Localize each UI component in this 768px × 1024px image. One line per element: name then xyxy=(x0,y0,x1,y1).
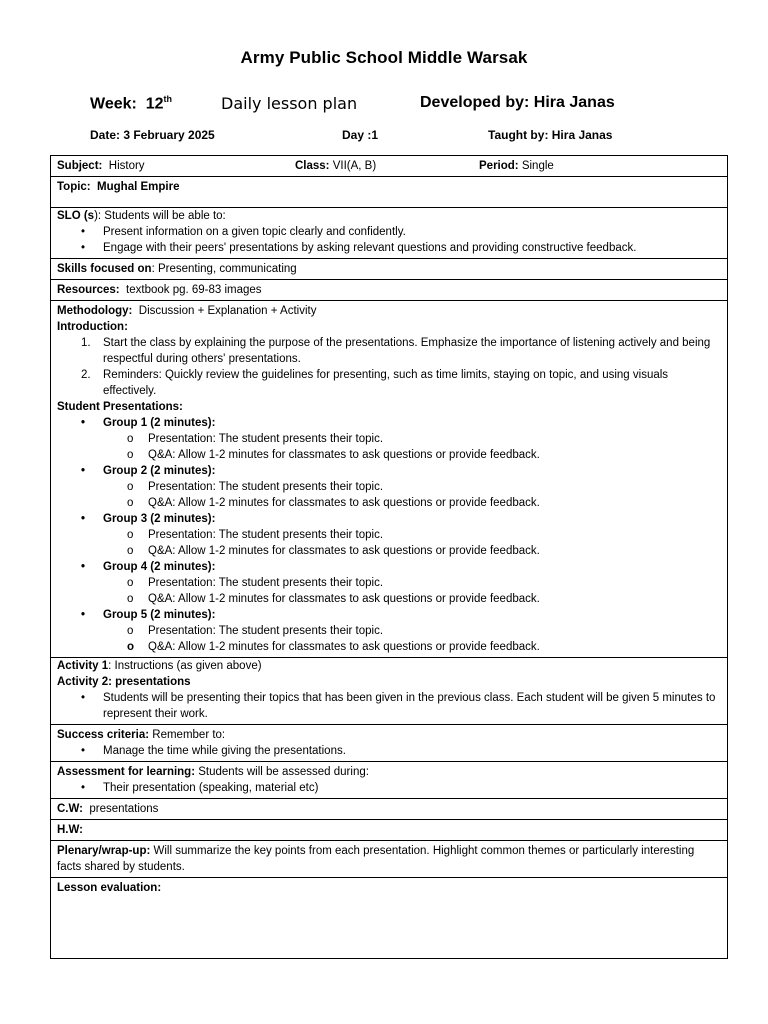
period-value: Single xyxy=(521,160,554,172)
sub-bullet: o xyxy=(127,577,134,589)
methodology-row xyxy=(51,301,727,658)
group-sub-item xyxy=(57,447,721,463)
assessment-value: Students will be assessed during: xyxy=(198,766,369,778)
success-row xyxy=(51,725,727,762)
list-item: • Present information on a given topic clearly and confidently. xyxy=(57,224,721,240)
sub-item-text: Q&A: Allow 1-2 minutes for classmates to ask questions or provide feedback. xyxy=(148,593,540,605)
sub-bullet: o xyxy=(127,545,134,557)
group-sub-item xyxy=(57,495,721,511)
success-list xyxy=(57,743,721,759)
sub-bullet: o xyxy=(127,497,134,509)
plan-header xyxy=(90,92,730,118)
group-title: • Group 1 (2 minutes): xyxy=(57,415,721,431)
success-label: Success criteria: xyxy=(57,729,150,741)
list-item: • Their presentation (speaking, material etc) xyxy=(57,780,721,796)
hw-label: H.W: xyxy=(57,824,83,836)
developed-by: Developed by: Hira Janas xyxy=(420,94,615,111)
item-number: 2. xyxy=(81,369,91,381)
list-item xyxy=(57,367,721,399)
skills-value: : Presenting, communicating xyxy=(151,263,297,275)
item-text: effectively. xyxy=(103,385,157,397)
week-suffix: th xyxy=(163,94,173,104)
item-text: respectful during others' presentations. xyxy=(103,353,301,365)
lesson-day: Day :1 xyxy=(342,128,379,142)
plenary-label: Plenary/wrap-up: xyxy=(57,845,151,857)
methodology-label: Methodology: xyxy=(57,305,133,317)
item-text: Reminders: Quickly review the guidelines for presenting, such as time limits, staying on topic, and using visuals xyxy=(103,369,669,381)
group-title: • Group 4 (2 minutes): xyxy=(57,559,721,575)
period-label: Period: xyxy=(479,160,519,172)
week-label: Week: xyxy=(90,95,137,113)
cw-row xyxy=(51,799,727,820)
skills-label: Skills focused on xyxy=(57,263,152,275)
resources-value: textbook pg. 69-83 images xyxy=(126,284,262,296)
sub-bullet: o xyxy=(127,593,134,605)
sub-bullet: o xyxy=(127,529,134,541)
sub-bullet: o xyxy=(127,641,135,653)
slo-row xyxy=(51,208,727,259)
topic-label: Topic: xyxy=(57,181,91,193)
sub-bullet: o xyxy=(127,481,134,493)
resources-row xyxy=(51,280,727,301)
assessment-row xyxy=(51,762,727,799)
lesson-date: Date: 3 February 2025 xyxy=(90,128,215,142)
sub-item-text: Presentation: The student presents their topic. xyxy=(148,577,384,589)
sub-item-text: Presentation: The student presents their topic. xyxy=(148,433,384,445)
group-sub-item xyxy=(57,591,721,607)
group-sub-item xyxy=(57,575,721,591)
item-text: Start the class by explaining the purpose of the presentations. Emphasize the importance of listening actively and being xyxy=(103,337,711,349)
plan-type: Daily lesson plan xyxy=(221,94,358,113)
class-label: Class: xyxy=(295,160,330,172)
list-item xyxy=(57,690,721,722)
presentations-label: Student Presentations: xyxy=(57,401,183,413)
item-text: represent their work. xyxy=(103,708,208,720)
evaluation-row xyxy=(51,878,727,958)
list-item: • Engage with their peers' presentations by asking relevant questions and providing constructive feedback. xyxy=(57,240,721,256)
intro-list xyxy=(57,335,721,399)
week-number: 12 xyxy=(145,95,164,113)
list-item xyxy=(57,335,721,367)
sub-item-text: Presentation: The student presents their topic. xyxy=(148,625,384,637)
assessment-list xyxy=(57,780,721,796)
success-value: Remember to: xyxy=(152,729,226,741)
topic-value: Mughal Empire xyxy=(97,181,180,193)
lesson-table xyxy=(50,155,728,959)
sub-bullet: o xyxy=(127,625,134,637)
sub-item-text: Q&A: Allow 1-2 minutes for classmates to ask questions or provide feedback. xyxy=(148,449,540,461)
slo-list xyxy=(57,224,721,256)
skills-row xyxy=(51,259,727,280)
resources-label: Resources: xyxy=(57,284,120,296)
group-sub-item xyxy=(57,479,721,495)
item-number: 1. xyxy=(81,337,91,349)
sub-item-text: Q&A: Allow 1-2 minutes for classmates to ask questions or provide feedback. xyxy=(148,641,540,653)
slo-intro: ): Students will be able to: xyxy=(94,210,226,222)
sub-item-text: Presentation: The student presents their topic. xyxy=(148,481,384,493)
group-sub-item xyxy=(57,431,721,447)
group-sub-item xyxy=(57,639,721,655)
plenary-row xyxy=(51,841,727,878)
school-title: Army Public School Middle Warsak xyxy=(240,48,528,67)
activity2-label: Activity 2: presentations xyxy=(57,676,191,688)
activity-row xyxy=(51,658,727,725)
introduction-label: Introduction: xyxy=(57,321,128,333)
group-sub-item xyxy=(57,623,721,639)
subject-label: Subject: xyxy=(57,160,103,172)
hw-row xyxy=(51,820,727,841)
assessment-label: Assessment for learning: xyxy=(57,766,196,778)
plenary-text: Will summarize the key points from each presentation. Highlight common themes or particularly interesting xyxy=(153,845,695,857)
evaluation-label: Lesson evaluation: xyxy=(57,882,162,894)
plenary-text: facts shared by students. xyxy=(57,861,185,873)
item-text: • Students will be presenting their topics that has been given in the previous class. Each student will be given 5 minutes to xyxy=(103,692,716,704)
cw-label: C.W: xyxy=(57,803,83,815)
slo-label: SLO (s xyxy=(57,210,95,222)
sub-item-text: Presentation: The student presents their topic. xyxy=(148,529,384,541)
activity-list xyxy=(57,690,721,722)
group-title: • Group 3 (2 minutes): xyxy=(57,511,721,527)
activity1-value: : Instructions (as given above) xyxy=(108,660,262,672)
topic-row xyxy=(51,177,727,208)
class-value: VII(A, B) xyxy=(332,160,377,172)
group-sub-item xyxy=(57,543,721,559)
sub-item-text: Q&A: Allow 1-2 minutes for classmates to ask questions or provide feedback. xyxy=(148,545,540,557)
sub-item-text: Q&A: Allow 1-2 minutes for classmates to ask questions or provide feedback. xyxy=(148,497,540,509)
info-row xyxy=(51,156,727,177)
group-sub-item xyxy=(57,527,721,543)
taught-by: Taught by: Hira Janas xyxy=(488,128,613,142)
sub-bullet: o xyxy=(127,449,134,461)
cw-value: presentations xyxy=(89,803,159,815)
list-item: • Manage the time while giving the presentations. xyxy=(57,743,721,759)
methodology-value: Discussion + Explanation + Activity xyxy=(138,305,317,317)
subject-value: History xyxy=(108,160,145,172)
group-title: • Group 2 (2 minutes): xyxy=(57,463,721,479)
activity1-label: Activity 1 xyxy=(57,660,109,672)
group-title: • Group 5 (2 minutes): xyxy=(57,607,721,623)
sub-bullet: o xyxy=(127,433,134,445)
week xyxy=(90,94,172,113)
